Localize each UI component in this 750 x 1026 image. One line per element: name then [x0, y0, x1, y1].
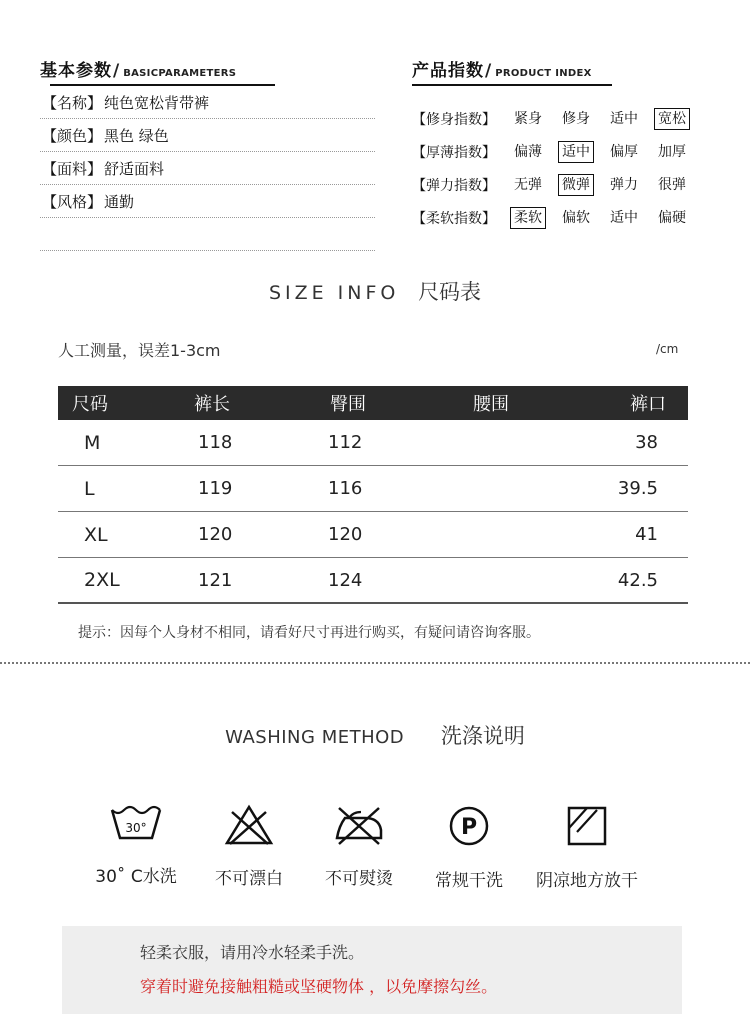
param-label: 【名称】	[42, 93, 103, 112]
shade-dry-icon	[565, 804, 609, 848]
header-slash: /	[113, 61, 120, 81]
cell-hip: 124	[328, 569, 363, 591]
size-info-title-en: SIZE INFO	[268, 282, 400, 304]
header-cell-size: 尺码	[72, 394, 108, 415]
index-option	[552, 108, 600, 130]
cell-hem: 38	[635, 432, 658, 453]
no-iron-icon	[331, 804, 387, 846]
index-option-text: 加厚	[658, 143, 686, 160]
washing-title	[0, 720, 750, 750]
param-value: 纯色宽松背带裤	[104, 93, 210, 112]
product-index-title: 产品指数	[412, 61, 484, 81]
index-option-selected	[552, 141, 600, 163]
parameters-section	[0, 0, 750, 262]
index-option-text: 偏厚	[610, 143, 638, 160]
product-index-panel	[412, 56, 712, 234]
washing-icons	[0, 804, 750, 904]
dry-clean-letter: P	[460, 815, 478, 840]
washing-title-en: WASHING METHOD	[225, 727, 405, 748]
size-table	[58, 386, 688, 604]
index-option	[552, 207, 600, 229]
header-slash: /	[485, 61, 492, 81]
index-row	[412, 135, 712, 168]
param-value: 通勤	[104, 192, 135, 211]
index-row	[412, 168, 712, 201]
wash-label: 不可熨烫	[325, 869, 393, 889]
index-option	[504, 108, 552, 130]
index-option	[600, 108, 648, 130]
index-option-text: 宽松	[654, 108, 690, 130]
cell-size: L	[84, 477, 95, 500]
cell-hip: 120	[328, 524, 363, 545]
header-cell-hem: 裤口	[630, 394, 666, 415]
wash-item-shade-dry	[522, 804, 652, 891]
index-rows	[412, 102, 712, 234]
index-option	[504, 141, 552, 163]
wash-item-dry-clean	[424, 804, 514, 891]
header-cell-hip: 臀围	[330, 394, 366, 415]
care-note-box	[62, 926, 682, 1014]
size-info-section	[0, 262, 750, 662]
wash-label: 常规干洗	[435, 871, 503, 891]
header-underline	[412, 84, 612, 86]
index-option	[504, 174, 552, 196]
param-label: 【风格】	[42, 192, 103, 211]
unit-label: /cm	[656, 342, 679, 356]
washing-section	[0, 664, 750, 1026]
cell-size: XL	[84, 523, 108, 546]
param-label: 【颜色】	[42, 126, 103, 145]
basic-parameters-subtitle: BASICPARAMETERS	[123, 68, 237, 79]
wash-temp-text: 30°	[125, 821, 147, 835]
dry-clean-p-icon	[447, 804, 491, 848]
cell-length: 118	[198, 432, 233, 453]
index-label: 【弹力指数】	[412, 177, 496, 194]
size-info-title	[0, 276, 750, 306]
wash-label: 30˚ C水洗	[95, 867, 177, 887]
index-option-text: 弹力	[610, 176, 638, 193]
care-note-line-2: 穿着时避免接触粗糙或坚硬物体 ，以免摩擦勾丝。	[140, 977, 498, 996]
param-row-name	[40, 86, 375, 119]
header-cell-waist: 腰围	[473, 394, 509, 415]
index-option-text: 无弹	[514, 176, 542, 193]
measurement-note: 人工测量，误差1-3cm	[58, 341, 221, 360]
index-option-text: 修身	[562, 110, 590, 127]
cell-length: 119	[198, 478, 233, 499]
param-row-empty	[40, 218, 375, 251]
index-option-text: 偏薄	[514, 143, 542, 160]
index-option	[648, 141, 696, 163]
wash-item-30	[86, 804, 186, 887]
cell-size: M	[84, 431, 101, 454]
param-row-fabric	[40, 152, 375, 185]
index-option-text: 柔软	[510, 207, 546, 229]
index-option-selected	[552, 174, 600, 196]
wash-item-no-bleach	[204, 804, 294, 889]
table-row	[58, 466, 688, 512]
index-label: 【柔软指数】	[412, 210, 496, 227]
basic-parameters-title: 基本参数	[40, 61, 112, 81]
cell-hem: 42.5	[617, 569, 658, 591]
wash-label: 阴凉地方放干	[536, 871, 638, 891]
param-row-color	[40, 119, 375, 152]
size-tip: 提示：因每个人身材不相同，请看好尺寸再进行购买，有疑问请咨询客服。	[78, 625, 540, 641]
index-row	[412, 201, 712, 234]
cell-hem: 39.5	[617, 478, 658, 499]
index-option-text: 微弹	[558, 174, 594, 196]
cell-hip: 116	[328, 478, 363, 499]
index-option	[648, 207, 696, 229]
wash-item-no-iron	[314, 804, 404, 889]
size-table-body	[58, 420, 688, 604]
index-label: 【厚薄指数】	[412, 144, 496, 161]
header-cell-length: 裤长	[194, 394, 230, 415]
param-label: 【面料】	[42, 159, 103, 178]
index-option-selected	[504, 207, 552, 229]
size-table-header	[58, 386, 688, 420]
index-option	[648, 174, 696, 196]
cell-length: 120	[198, 524, 233, 545]
index-option-text: 偏硬	[658, 209, 686, 226]
index-option	[600, 207, 648, 229]
param-value: 舒适面料	[104, 159, 165, 178]
cell-hip: 112	[328, 432, 363, 453]
index-option-text: 适中	[610, 209, 638, 226]
product-index-header	[412, 56, 712, 84]
size-info-title-cn: 尺码表	[418, 280, 482, 304]
washing-title-cn: 洗涤说明	[440, 724, 525, 748]
param-value: 黑色 绿色	[104, 126, 169, 145]
cell-size: 2XL	[84, 569, 120, 591]
table-row	[58, 512, 688, 558]
cell-hem: 41	[635, 524, 658, 545]
basic-parameters-panel	[40, 56, 375, 251]
no-bleach-icon	[224, 804, 274, 846]
index-label: 【修身指数】	[412, 111, 496, 128]
index-row	[412, 102, 712, 135]
index-option-text: 适中	[558, 141, 594, 163]
index-option	[600, 174, 648, 196]
product-index-subtitle: PRODUCT INDEX	[495, 68, 592, 79]
table-row	[58, 558, 688, 604]
care-note-line-1: 轻柔衣服，请用冷水轻柔手洗。	[140, 943, 365, 962]
param-row-style	[40, 185, 375, 218]
cell-length: 121	[198, 569, 233, 591]
index-option-text: 很弹	[658, 176, 686, 193]
index-option-text: 紧身	[514, 110, 542, 127]
index-option-selected	[648, 108, 696, 130]
index-option	[600, 141, 648, 163]
basic-parameters-header	[40, 56, 375, 84]
wash-label: 不可漂白	[215, 869, 283, 889]
wash-30-icon	[108, 804, 164, 844]
index-option-text: 偏软	[562, 209, 590, 226]
index-option-text: 适中	[610, 110, 638, 127]
table-row	[58, 420, 688, 466]
